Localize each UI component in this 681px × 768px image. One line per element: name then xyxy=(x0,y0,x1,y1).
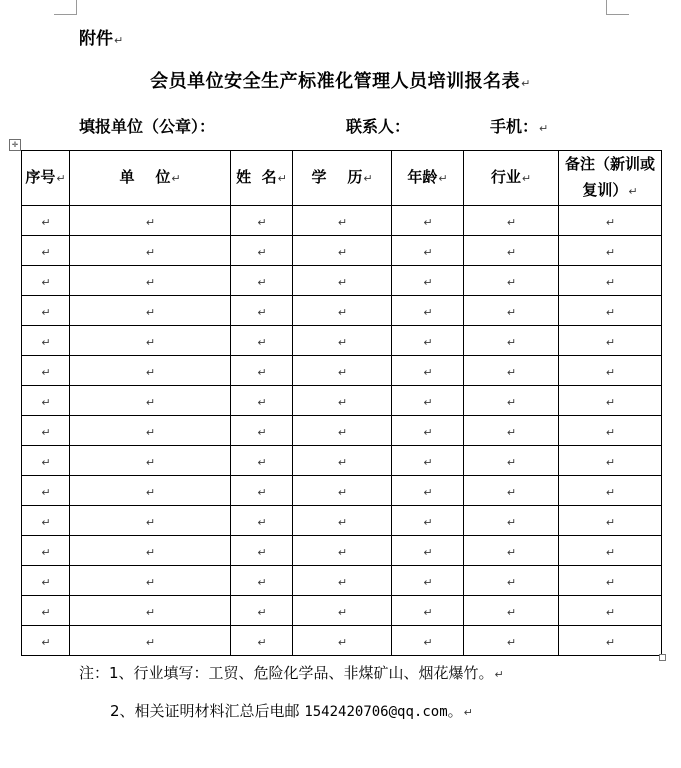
table-cell[interactable] xyxy=(392,506,464,536)
table-row xyxy=(22,236,662,266)
table-cell[interactable] xyxy=(464,476,559,506)
paragraph-mark-icon: ↵ xyxy=(257,366,267,379)
paragraph-mark-icon: ↵ xyxy=(257,516,267,529)
table-cell[interactable] xyxy=(70,536,231,566)
paragraph-mark-icon: ↵ xyxy=(337,456,348,469)
table-cell[interactable] xyxy=(231,236,293,266)
table-cell[interactable] xyxy=(464,326,559,356)
paragraph-mark-icon: ↵ xyxy=(145,306,156,319)
paragraph-mark-icon: ↵ xyxy=(257,546,267,559)
paragraph-mark-icon: ↵ xyxy=(337,576,348,589)
paragraph-mark-icon: ↵ xyxy=(506,576,517,589)
table-cell[interactable] xyxy=(293,506,392,536)
table-cell[interactable] xyxy=(22,506,70,536)
table-resize-handle-icon[interactable] xyxy=(659,654,666,661)
table-cell[interactable] xyxy=(392,356,464,386)
paragraph-mark-icon: ↵ xyxy=(363,172,373,185)
paragraph-mark-icon: ↵ xyxy=(423,366,433,379)
table-cell[interactable] xyxy=(392,266,464,296)
table-cell[interactable] xyxy=(293,626,392,656)
table-cell[interactable] xyxy=(392,386,464,416)
table-cell[interactable] xyxy=(559,386,662,416)
table-cell[interactable] xyxy=(293,536,392,566)
table-cell[interactable] xyxy=(392,596,464,626)
paragraph-mark-icon: ↵ xyxy=(605,576,616,589)
table-row xyxy=(22,266,662,296)
table-cell[interactable] xyxy=(70,596,231,626)
paragraph-mark-icon: ↵ xyxy=(506,336,517,349)
table-cell[interactable] xyxy=(559,626,662,656)
table-cell[interactable] xyxy=(22,296,70,326)
table-cell[interactable] xyxy=(293,326,392,356)
table-cell[interactable] xyxy=(231,506,293,536)
table-cell[interactable] xyxy=(559,206,662,236)
table-cell[interactable] xyxy=(231,206,293,236)
paragraph-mark-icon: ↵ xyxy=(628,185,638,198)
paragraph-mark-icon: ↵ xyxy=(41,576,51,589)
paragraph-mark-icon: ↵ xyxy=(257,606,267,619)
table-cell[interactable] xyxy=(559,566,662,596)
contact-field-label: 联系人： xyxy=(346,117,411,136)
table-cell[interactable] xyxy=(559,266,662,296)
table-row xyxy=(22,536,662,566)
table-row xyxy=(22,506,662,536)
paragraph-mark-icon: ↵ xyxy=(521,172,532,185)
table-cell[interactable] xyxy=(231,626,293,656)
header-cell-age[interactable]: 年龄↵ xyxy=(392,151,464,206)
table-row xyxy=(22,626,662,656)
paragraph-mark-icon: ↵ xyxy=(423,516,433,529)
margin-corner-mark-right xyxy=(606,0,629,15)
table-cell[interactable] xyxy=(559,416,662,446)
table-cell[interactable] xyxy=(231,386,293,416)
table-cell[interactable] xyxy=(231,296,293,326)
table-cell[interactable] xyxy=(559,596,662,626)
paragraph-mark-icon: ↵ xyxy=(423,246,433,259)
paragraph-mark-icon: ↵ xyxy=(41,456,51,469)
paragraph-mark-icon: ↵ xyxy=(605,426,616,439)
table-cell[interactable] xyxy=(70,326,231,356)
table-cell[interactable] xyxy=(559,236,662,266)
table-row xyxy=(22,446,662,476)
header-cell-index[interactable]: 序号↵ xyxy=(22,151,70,206)
table-cell[interactable] xyxy=(293,296,392,326)
paragraph-mark-icon: ↵ xyxy=(145,366,156,379)
paragraph-mark-icon: ↵ xyxy=(506,636,517,649)
paragraph-mark-icon: ↵ xyxy=(257,576,267,589)
table-header-row xyxy=(22,151,662,206)
table-cell[interactable] xyxy=(70,356,231,386)
paragraph-mark-icon: ↵ xyxy=(337,336,348,349)
paragraph-mark-icon: ↵ xyxy=(41,216,51,229)
table-row xyxy=(22,596,662,626)
paragraph-mark-icon: ↵ xyxy=(257,246,267,259)
table-cell[interactable] xyxy=(293,356,392,386)
paragraph-mark-icon: ↵ xyxy=(337,636,348,649)
table-cell[interactable] xyxy=(70,206,231,236)
phone-field-label: 手机：↵ xyxy=(490,117,549,136)
table-cell[interactable] xyxy=(22,476,70,506)
table-cell[interactable] xyxy=(293,206,392,236)
paragraph-mark-icon: ↵ xyxy=(337,366,348,379)
table-cell[interactable] xyxy=(392,566,464,596)
table-cell[interactable] xyxy=(293,416,392,446)
paragraph-mark-icon: ↵ xyxy=(257,396,267,409)
table-cell[interactable] xyxy=(464,386,559,416)
table-cell[interactable] xyxy=(22,626,70,656)
paragraph-mark-icon: ↵ xyxy=(41,486,51,499)
table-cell[interactable] xyxy=(464,626,559,656)
note-line-1: 注：1、行业填写：工贸、危险化学品、非煤矿山、烟花爆竹。↵ xyxy=(79,664,504,682)
table-cell[interactable] xyxy=(464,446,559,476)
header-cell-industry[interactable]: 行业↵ xyxy=(464,151,559,206)
table-cell[interactable] xyxy=(392,326,464,356)
table-row xyxy=(22,566,662,596)
paragraph-mark-icon: ↵ xyxy=(605,366,616,379)
table-cell[interactable] xyxy=(231,566,293,596)
table-cell[interactable] xyxy=(231,446,293,476)
table-cell[interactable] xyxy=(559,356,662,386)
table-cell[interactable] xyxy=(70,236,231,266)
paragraph-mark-icon: ↵ xyxy=(171,172,181,185)
table-cell[interactable] xyxy=(231,326,293,356)
table-cell[interactable] xyxy=(293,446,392,476)
paragraph-mark-icon: ↵ xyxy=(145,576,156,589)
table-row xyxy=(22,386,662,416)
table-cell[interactable] xyxy=(559,536,662,566)
table-cell[interactable] xyxy=(464,266,559,296)
table-cell[interactable] xyxy=(392,236,464,266)
table-cell[interactable] xyxy=(559,296,662,326)
paragraph-mark-icon: ↵ xyxy=(506,276,517,289)
table-cell[interactable] xyxy=(293,596,392,626)
table-cell[interactable] xyxy=(559,506,662,536)
paragraph-mark-icon: ↵ xyxy=(506,396,517,409)
header-cell-unit[interactable]: 单 位↵ xyxy=(70,151,231,206)
paragraph-mark-icon: ↵ xyxy=(506,546,517,559)
paragraph-mark-icon: ↵ xyxy=(145,216,156,229)
table-cell[interactable] xyxy=(464,296,559,326)
paragraph-mark-icon: ↵ xyxy=(423,426,433,439)
paragraph-mark-icon: ↵ xyxy=(423,546,433,559)
paragraph-mark-icon: ↵ xyxy=(506,486,517,499)
table-cell[interactable] xyxy=(231,416,293,446)
table-cell[interactable] xyxy=(22,266,70,296)
paragraph-mark-icon: ↵ xyxy=(145,516,156,529)
paragraph-mark-icon: ↵ xyxy=(506,516,517,529)
paragraph-mark-icon: ↵ xyxy=(145,246,156,259)
table-cell[interactable] xyxy=(559,446,662,476)
paragraph-mark-icon: ↵ xyxy=(423,456,433,469)
paragraph-mark-icon: ↵ xyxy=(605,306,616,319)
paragraph-mark-icon: ↵ xyxy=(257,276,267,289)
paragraph-mark-icon: ↵ xyxy=(41,426,51,439)
paragraph-mark-icon: ↵ xyxy=(605,276,616,289)
paragraph-mark-icon: ↵ xyxy=(41,306,51,319)
paragraph-mark-icon: ↵ xyxy=(145,486,156,499)
paragraph-mark-icon: ↵ xyxy=(337,396,348,409)
header-cell-name[interactable]: 姓 名↵ xyxy=(231,151,293,206)
table-cell[interactable] xyxy=(464,236,559,266)
table-cell[interactable] xyxy=(464,206,559,236)
paragraph-mark-icon: ↵ xyxy=(423,396,433,409)
table-cell[interactable] xyxy=(70,626,231,656)
table-cell[interactable] xyxy=(293,476,392,506)
paragraph-mark-icon: ↵ xyxy=(521,77,531,90)
paragraph-mark-icon: ↵ xyxy=(423,276,433,289)
registration-table xyxy=(21,150,662,656)
paragraph-mark-icon: ↵ xyxy=(41,546,51,559)
paragraph-mark-icon: ↵ xyxy=(423,636,433,649)
table-cell[interactable] xyxy=(70,446,231,476)
table-row xyxy=(22,296,662,326)
table-cell[interactable] xyxy=(70,566,231,596)
paragraph-mark-icon: ↵ xyxy=(605,456,616,469)
table-cell[interactable] xyxy=(392,416,464,446)
table-cell[interactable] xyxy=(392,296,464,326)
paragraph-mark-icon: ↵ xyxy=(257,456,267,469)
paragraph-mark-icon: ↵ xyxy=(539,122,549,135)
paragraph-mark-icon: ↵ xyxy=(494,668,504,681)
paragraph-mark-icon: ↵ xyxy=(506,456,517,469)
paragraph-mark-icon: ↵ xyxy=(41,336,51,349)
paragraph-mark-icon: ↵ xyxy=(506,246,517,259)
table-cell[interactable] xyxy=(293,236,392,266)
table-cell[interactable] xyxy=(464,536,559,566)
form-title: 会员单位安全生产标准化管理人员培训报名表↵ xyxy=(150,71,531,92)
paragraph-mark-icon: ↵ xyxy=(337,246,348,259)
table-cell[interactable] xyxy=(70,296,231,326)
table-body xyxy=(22,206,662,656)
paragraph-mark-icon: ↵ xyxy=(337,486,348,499)
table-cell[interactable] xyxy=(293,566,392,596)
table-cell[interactable] xyxy=(293,266,392,296)
table-cell[interactable] xyxy=(231,536,293,566)
paragraph-mark-icon: ↵ xyxy=(506,426,517,439)
paragraph-mark-icon: ↵ xyxy=(337,546,348,559)
paragraph-mark-icon: ↵ xyxy=(463,706,473,719)
paragraph-mark-icon: ↵ xyxy=(145,546,156,559)
table-cell[interactable] xyxy=(22,326,70,356)
paragraph-mark-icon: ↵ xyxy=(506,606,517,619)
paragraph-mark-icon: ↵ xyxy=(423,576,433,589)
header-cell-education[interactable]: 学 历↵ xyxy=(293,151,392,206)
table-cell[interactable] xyxy=(392,446,464,476)
paragraph-mark-icon: ↵ xyxy=(423,606,433,619)
paragraph-mark-icon: ↵ xyxy=(257,636,267,649)
paragraph-mark-icon: ↵ xyxy=(423,486,433,499)
table-cell[interactable] xyxy=(22,356,70,386)
table-cell[interactable] xyxy=(22,446,70,476)
paragraph-mark-icon: ↵ xyxy=(56,172,66,185)
paragraph-mark-icon: ↵ xyxy=(114,34,124,47)
margin-corner-mark-left xyxy=(54,0,77,15)
paragraph-mark-icon: ↵ xyxy=(605,216,616,229)
table-cell[interactable] xyxy=(70,506,231,536)
table-cell[interactable] xyxy=(392,476,464,506)
table-cell[interactable] xyxy=(231,596,293,626)
paragraph-mark-icon: ↵ xyxy=(506,306,517,319)
paragraph-mark-icon: ↵ xyxy=(41,276,51,289)
paragraph-mark-icon: ↵ xyxy=(41,516,51,529)
table-cell[interactable] xyxy=(22,596,70,626)
table-cell[interactable] xyxy=(392,626,464,656)
paragraph-mark-icon: ↵ xyxy=(423,306,433,319)
table-cell[interactable] xyxy=(22,206,70,236)
paragraph-mark-icon: ↵ xyxy=(257,216,267,229)
unit-field-label: 填报单位（公章）： xyxy=(79,117,216,136)
table-cell[interactable] xyxy=(22,386,70,416)
paragraph-mark-icon: ↵ xyxy=(605,396,616,409)
table-cell[interactable] xyxy=(22,236,70,266)
table-cell[interactable] xyxy=(464,596,559,626)
paragraph-mark-icon: ↵ xyxy=(145,396,156,409)
table-cell[interactable] xyxy=(231,266,293,296)
paragraph-mark-icon: ↵ xyxy=(605,516,616,529)
table-cell[interactable] xyxy=(392,536,464,566)
paragraph-mark-icon: ↵ xyxy=(41,366,51,379)
table-row xyxy=(22,206,662,236)
table-cell[interactable] xyxy=(70,386,231,416)
table-cell[interactable] xyxy=(22,416,70,446)
paragraph-mark-icon: ↵ xyxy=(337,516,348,529)
paragraph-mark-icon: ↵ xyxy=(605,336,616,349)
table-row xyxy=(22,326,662,356)
paragraph-mark-icon: ↵ xyxy=(257,336,267,349)
paragraph-mark-icon: ↵ xyxy=(257,486,267,499)
paragraph-mark-icon: ↵ xyxy=(145,276,156,289)
paragraph-mark-icon: ↵ xyxy=(337,216,348,229)
paragraph-mark-icon: ↵ xyxy=(277,172,287,185)
table-move-handle-icon[interactable]: ✛ xyxy=(9,139,21,151)
table-row xyxy=(22,356,662,386)
email-address[interactable]: 1542420706@qq.com xyxy=(304,704,448,720)
table-cell[interactable] xyxy=(231,476,293,506)
paragraph-mark-icon: ↵ xyxy=(257,306,267,319)
paragraph-mark-icon: ↵ xyxy=(337,606,348,619)
attachment-label: 附件↵ xyxy=(79,29,124,49)
paragraph-mark-icon: ↵ xyxy=(605,546,616,559)
table-cell[interactable] xyxy=(22,566,70,596)
paragraph-mark-icon: ↵ xyxy=(145,606,156,619)
paragraph-mark-icon: ↵ xyxy=(41,606,51,619)
paragraph-mark-icon: ↵ xyxy=(145,636,156,649)
paragraph-mark-icon: ↵ xyxy=(423,336,433,349)
table-cell[interactable] xyxy=(70,266,231,296)
paragraph-mark-icon: ↵ xyxy=(145,456,156,469)
table-row xyxy=(22,416,662,446)
paragraph-mark-icon: ↵ xyxy=(605,636,616,649)
table-cell[interactable] xyxy=(293,386,392,416)
paragraph-mark-icon: ↵ xyxy=(145,426,156,439)
paragraph-mark-icon: ↵ xyxy=(438,172,448,185)
paragraph-mark-icon: ↵ xyxy=(605,486,616,499)
paragraph-mark-icon: ↵ xyxy=(506,366,517,379)
note-line-2: 2、相关证明材料汇总后电邮 1542420706@qq.com。↵ xyxy=(110,702,473,720)
paragraph-mark-icon: ↵ xyxy=(506,216,517,229)
paragraph-mark-icon: ↵ xyxy=(257,426,267,439)
header-cell-remarks[interactable]: 备注（新训或复训）↵ xyxy=(559,151,662,206)
table-cell[interactable] xyxy=(70,416,231,446)
table-cell[interactable] xyxy=(559,476,662,506)
table-cell[interactable] xyxy=(22,536,70,566)
paragraph-mark-icon: ↵ xyxy=(337,426,348,439)
paragraph-mark-icon: ↵ xyxy=(337,276,348,289)
table-row xyxy=(22,476,662,506)
table-cell[interactable] xyxy=(464,416,559,446)
paragraph-mark-icon: ↵ xyxy=(41,246,51,259)
paragraph-mark-icon: ↵ xyxy=(145,336,156,349)
table-cell[interactable] xyxy=(464,566,559,596)
paragraph-mark-icon: ↵ xyxy=(41,396,51,409)
paragraph-mark-icon: ↵ xyxy=(423,216,433,229)
table-cell[interactable] xyxy=(464,506,559,536)
table-cell[interactable] xyxy=(392,206,464,236)
table-cell[interactable] xyxy=(559,326,662,356)
table-cell[interactable] xyxy=(231,356,293,386)
paragraph-mark-icon: ↵ xyxy=(605,246,616,259)
table-cell[interactable] xyxy=(464,356,559,386)
paragraph-mark-icon: ↵ xyxy=(605,606,616,619)
paragraph-mark-icon: ↵ xyxy=(337,306,348,319)
paragraph-mark-icon: ↵ xyxy=(41,636,51,649)
table-cell[interactable] xyxy=(70,476,231,506)
